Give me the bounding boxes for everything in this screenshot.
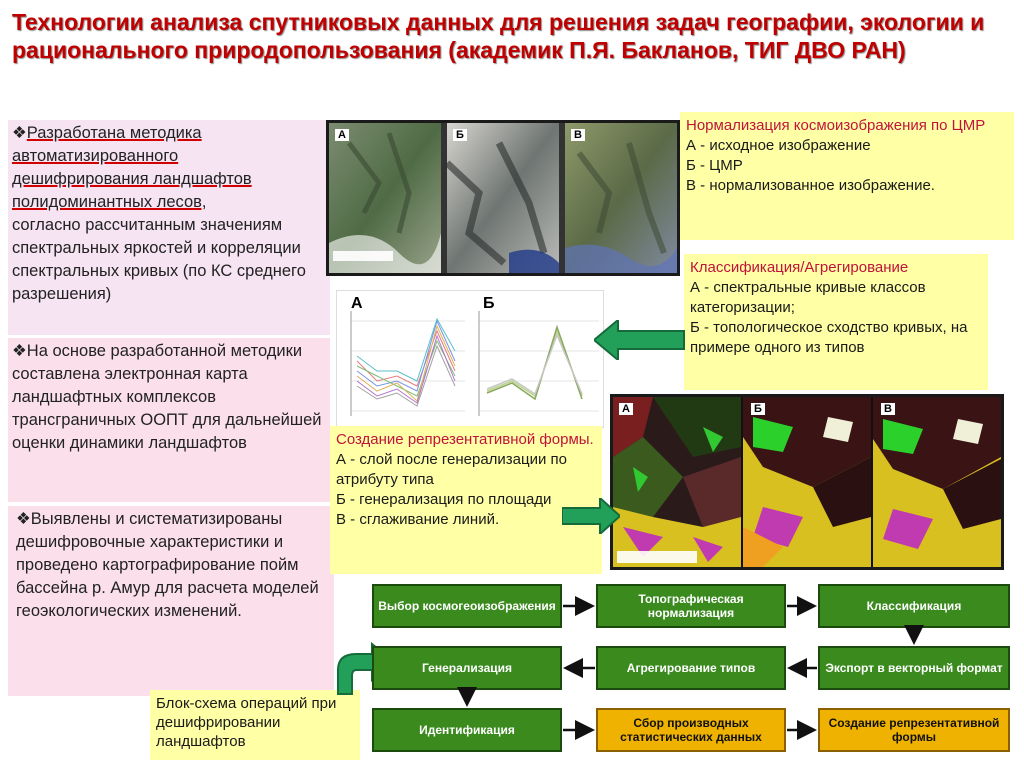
chart-label-a: А (351, 295, 363, 312)
normalization-line-b: Б - ЦМР (686, 157, 743, 174)
spectral-charts (336, 290, 604, 428)
classification-note (684, 254, 988, 390)
representative-form-line-c: В - сглаживание линий. (336, 511, 500, 528)
bullet-icon: ❖ (16, 510, 31, 528)
classification-maps (610, 394, 1004, 570)
image-label-b: Б (453, 129, 467, 141)
page-title: Технологии анализа спутниковых данных для решения задач географии, экологии и рационального природопользования (академик П.Я. Бакланов, ТИГ ДВО РАН) (12, 9, 985, 63)
method-rest: согласно рассчитанным значениям спектральных яркостей и корреляции спектральных кривых (по КС среднего разрешения) (12, 216, 306, 303)
flow-step-image-selection: Выбор космогеоизображения (372, 584, 562, 628)
satellite-image-strip (326, 120, 680, 276)
map-label-a: А (619, 403, 633, 415)
floodplain-text: Выявлены и систематизированы дешифровочные характеристики и проведено картографирование пойм бассейна р. Амур для расчета моделей геоэкологических изменений. (16, 510, 319, 620)
classification-heading: Классификация/Агрегирование (690, 259, 909, 276)
flow-step-topo-normalization: Топографическая нормализация (596, 584, 786, 628)
classification-line-b: Б - топологическое сходство кривых, на примере одного из типов (690, 319, 968, 356)
image-label-c: В (571, 129, 585, 141)
normalization-line-a: А - исходное изображение (686, 137, 871, 154)
representative-form-line-b: Б - генерализация по площади (336, 491, 552, 508)
bullet-icon: ❖ (12, 342, 27, 360)
flow-step-representative-form: Создание репрезентативной формы (818, 708, 1010, 752)
left-arrow-icon (594, 320, 686, 360)
method-line-1: Разработана методика (26, 124, 202, 142)
method-text-box (8, 120, 330, 335)
map-text: На основе разработанной методики составлена электронная карта ландшафтных комплексов трансграничных ООПТ для дальнейшей оценки динамики ландшафтов (12, 342, 322, 452)
flow-step-statistics-collection: Сбор производных статистических данных (596, 708, 786, 752)
spectral-curve-b (487, 327, 582, 399)
method-line-3: дешифрирования ландшафтов (12, 170, 252, 188)
flowchart-caption: Блок-схема операций при дешифрировании ландшафтов (150, 690, 360, 760)
representative-form-heading: Создание репрезентативной формы. (336, 431, 594, 448)
flow-step-identification: Идентификация (372, 708, 562, 752)
method-line-4: полидоминантных лесов, (12, 193, 207, 211)
spectral-curves-a (357, 319, 455, 406)
map-label-b: Б (751, 403, 765, 415)
bullet-icon: ❖ (12, 124, 27, 142)
floodplain-text-box (8, 506, 334, 696)
flow-step-type-aggregation: Агрегирование типов (596, 646, 786, 690)
map-text-box (8, 338, 330, 502)
normalization-line-c: В - нормализованное изображение. (686, 177, 935, 194)
flow-step-vector-export: Экспорт в векторный формат (818, 646, 1010, 690)
image-label-a: А (335, 129, 349, 141)
normalization-note (680, 112, 1014, 240)
normalization-heading: Нормализация космоизображения по ЦМР (686, 117, 986, 134)
representative-form-line-a: А - слой после генерализации по атрибуту типа (336, 451, 567, 488)
method-line-2: автоматизированного (12, 147, 179, 165)
flow-step-generalization: Генерализация (372, 646, 562, 690)
right-arrow-icon (562, 498, 620, 534)
map-label-c: В (881, 403, 895, 415)
chart-label-b: Б (483, 295, 495, 312)
classification-line-a: А - спектральные кривые классов категоризации; (690, 279, 926, 316)
flow-step-classification: Классификация (818, 584, 1010, 628)
